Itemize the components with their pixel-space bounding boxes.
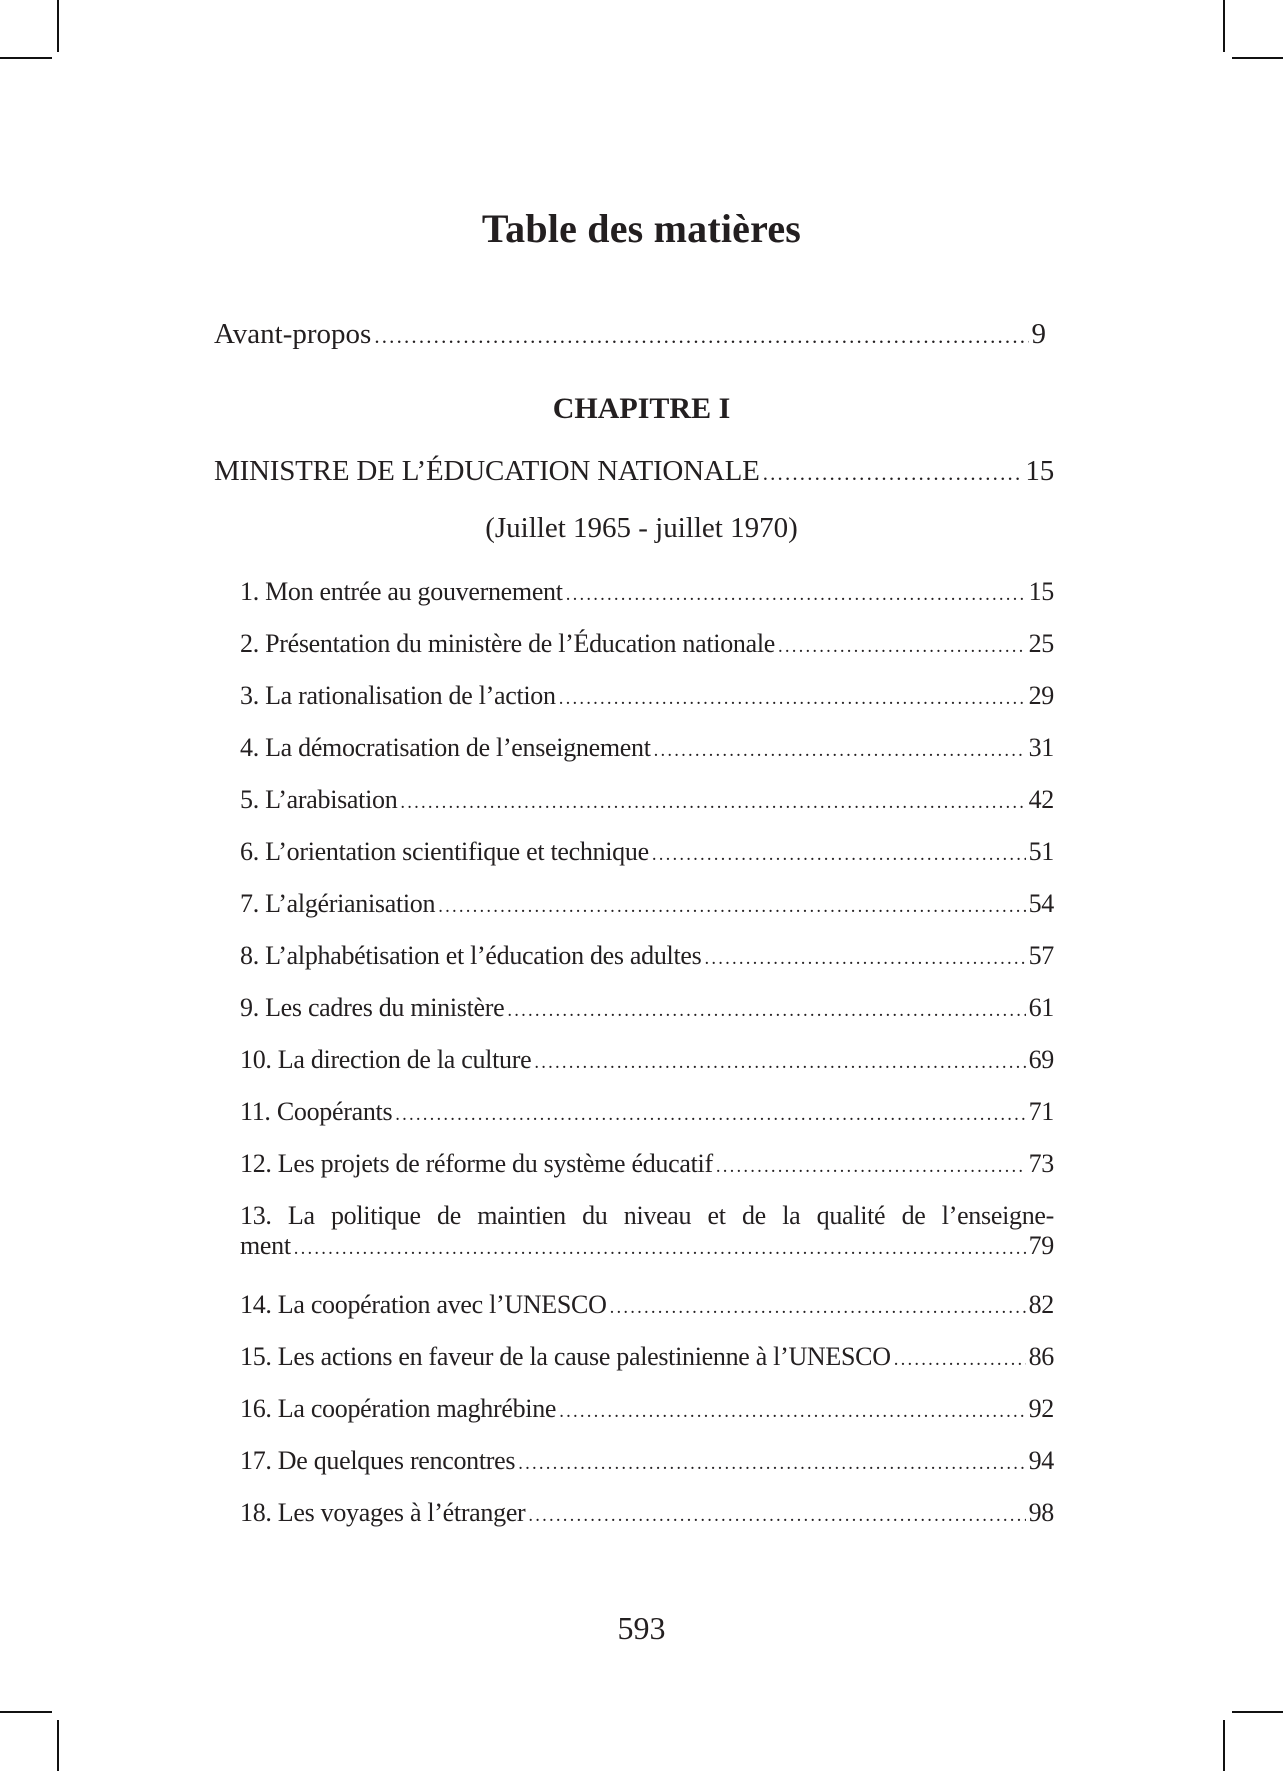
toc-item-page: 71: [1028, 1097, 1054, 1126]
toc-item-label: 10. La direction de la culture: [240, 1045, 532, 1074]
toc-item[interactable]: [240, 941, 1054, 971]
dot-leader: [534, 1052, 1025, 1074]
toc-item[interactable]: [240, 1498, 1054, 1528]
dot-leader: [654, 740, 1026, 762]
page-number: 593: [617, 1610, 666, 1646]
toc-item-page: 73: [1028, 1149, 1054, 1178]
toc-item[interactable]: [240, 993, 1054, 1023]
chapter-label: CHAPITRE I: [552, 392, 731, 425]
toc-item-page: 86: [1028, 1342, 1054, 1371]
toc-item-page: 31: [1028, 733, 1054, 762]
toc-item[interactable]: [240, 1446, 1054, 1476]
crop-mark-bottom-left-horizontal: [0, 1711, 52, 1713]
crop-mark-bottom-right-vertical: [1223, 1720, 1225, 1771]
toc-item[interactable]: [240, 577, 1054, 607]
toc-item-page: 61: [1028, 993, 1054, 1022]
toc-item-label: 15. Les actions en faveur de la cause palestinienne à l’UNESCO: [240, 1342, 891, 1371]
crop-mark-top-right-vertical: [1223, 0, 1225, 52]
dot-leader: [566, 584, 1026, 606]
toc-item[interactable]: [240, 681, 1054, 711]
toc-item[interactable]: [240, 1097, 1054, 1127]
toc-item[interactable]: [240, 1342, 1054, 1372]
toc-item-page: 92: [1028, 1394, 1054, 1423]
toc-item-page: 54: [1028, 889, 1054, 918]
toc-item-label: 6. L’orientation scientifique et technique: [240, 837, 649, 866]
crop-mark-top-left-horizontal: [0, 57, 52, 59]
toc-entry-page: 9: [1031, 318, 1046, 350]
toc-item-label: 13. La politique de maintien du niveau et de la qualité de l’enseigne-: [240, 1201, 1054, 1230]
chapter-title-entry[interactable]: [214, 455, 1054, 488]
toc-item-label: 7. L’algérianisation: [240, 889, 436, 918]
toc-item[interactable]: [240, 1394, 1054, 1424]
dot-leader: [778, 636, 1026, 658]
crop-mark-bottom-left-vertical: [57, 1720, 59, 1771]
toc-item[interactable]: [240, 1045, 1054, 1075]
toc-item-page: 79: [1028, 1231, 1054, 1260]
dot-leader: [610, 1297, 1026, 1319]
toc-item-label: 14. La coopération avec l’UNESCO: [240, 1290, 607, 1319]
toc-item-page: 82: [1028, 1290, 1054, 1319]
crop-mark-top-left-vertical: [57, 0, 59, 52]
dot-leader: [894, 1349, 1026, 1371]
crop-mark-bottom-right-horizontal: [1232, 1711, 1283, 1713]
toc-item-label: 12. Les projets de réforme du système éducatif: [240, 1149, 713, 1178]
toc-item-label: 4. La démocratisation de l’enseignement: [240, 733, 651, 762]
toc-entry-avant-propos[interactable]: [214, 318, 1046, 351]
toc-item[interactable]: [240, 733, 1054, 763]
dot-leader: [763, 461, 1023, 486]
toc-item-label: 3. La rationalisation de l’action: [240, 681, 556, 710]
toc-item-label: 5. L’arabisation: [240, 785, 398, 814]
chapter-page: 15: [1025, 455, 1054, 487]
dot-leader: [652, 844, 1026, 866]
chapter-title: MINISTRE DE L’ÉDUCATION NATIONALE: [214, 455, 760, 487]
toc-item-label-continuation: ment: [240, 1231, 291, 1260]
toc-item[interactable]: [240, 785, 1054, 815]
toc-item-page: 15: [1028, 577, 1054, 606]
toc-item[interactable]: [240, 889, 1054, 919]
toc-item-page: 94: [1028, 1446, 1054, 1475]
dot-leader: [704, 948, 1025, 970]
toc-item-label: 16. La coopération maghrébine: [240, 1394, 557, 1423]
toc-item-label: 8. L’alphabétisation et l’éducation des adultes: [240, 941, 702, 970]
toc-item-label: 11. Coopérants: [240, 1097, 393, 1126]
dot-leader: [400, 792, 1025, 814]
dot-leader: [528, 1505, 1025, 1527]
toc-item-page: 57: [1028, 941, 1054, 970]
dot-leader: [559, 688, 1026, 710]
toc-item-label: 2. Présentation du ministère de l’Éducation nationale: [240, 629, 776, 658]
toc-item[interactable]: [240, 1149, 1054, 1179]
dot-leader: [395, 1104, 1025, 1126]
toc-item[interactable]: [240, 1201, 1054, 1264]
dot-leader: [374, 324, 1028, 349]
toc-item[interactable]: [240, 1290, 1054, 1320]
dot-leader: [507, 1000, 1025, 1022]
toc-item-page: 25: [1028, 629, 1054, 658]
dot-leader: [438, 896, 1025, 918]
toc-item-label: 1. Mon entrée au gouvernement: [240, 577, 563, 606]
toc-item-label: 9. Les cadres du ministère: [240, 993, 505, 1022]
page-title: Table des matières: [481, 206, 802, 251]
chapter-subtitle: (Juillet 1965 - juillet 1970): [485, 512, 798, 544]
dot-leader: [294, 1234, 1026, 1264]
toc-item-page: 98: [1028, 1498, 1054, 1527]
toc-item[interactable]: [240, 629, 1054, 659]
dot-leader: [716, 1156, 1026, 1178]
crop-mark-top-right-horizontal: [1232, 57, 1283, 59]
toc-item-page: 29: [1028, 681, 1054, 710]
toc-item-label: 18. Les voyages à l’étranger: [240, 1498, 526, 1527]
toc-item[interactable]: [240, 837, 1054, 867]
toc-entry-label: Avant-propos: [214, 318, 372, 350]
dot-leader: [518, 1453, 1025, 1475]
toc-item-page: 51: [1028, 837, 1054, 866]
dot-leader: [559, 1401, 1025, 1423]
toc-item-page: 42: [1028, 785, 1054, 814]
toc-item-label: 17. De quelques rencontres: [240, 1446, 516, 1475]
toc-item-page: 69: [1028, 1045, 1054, 1074]
